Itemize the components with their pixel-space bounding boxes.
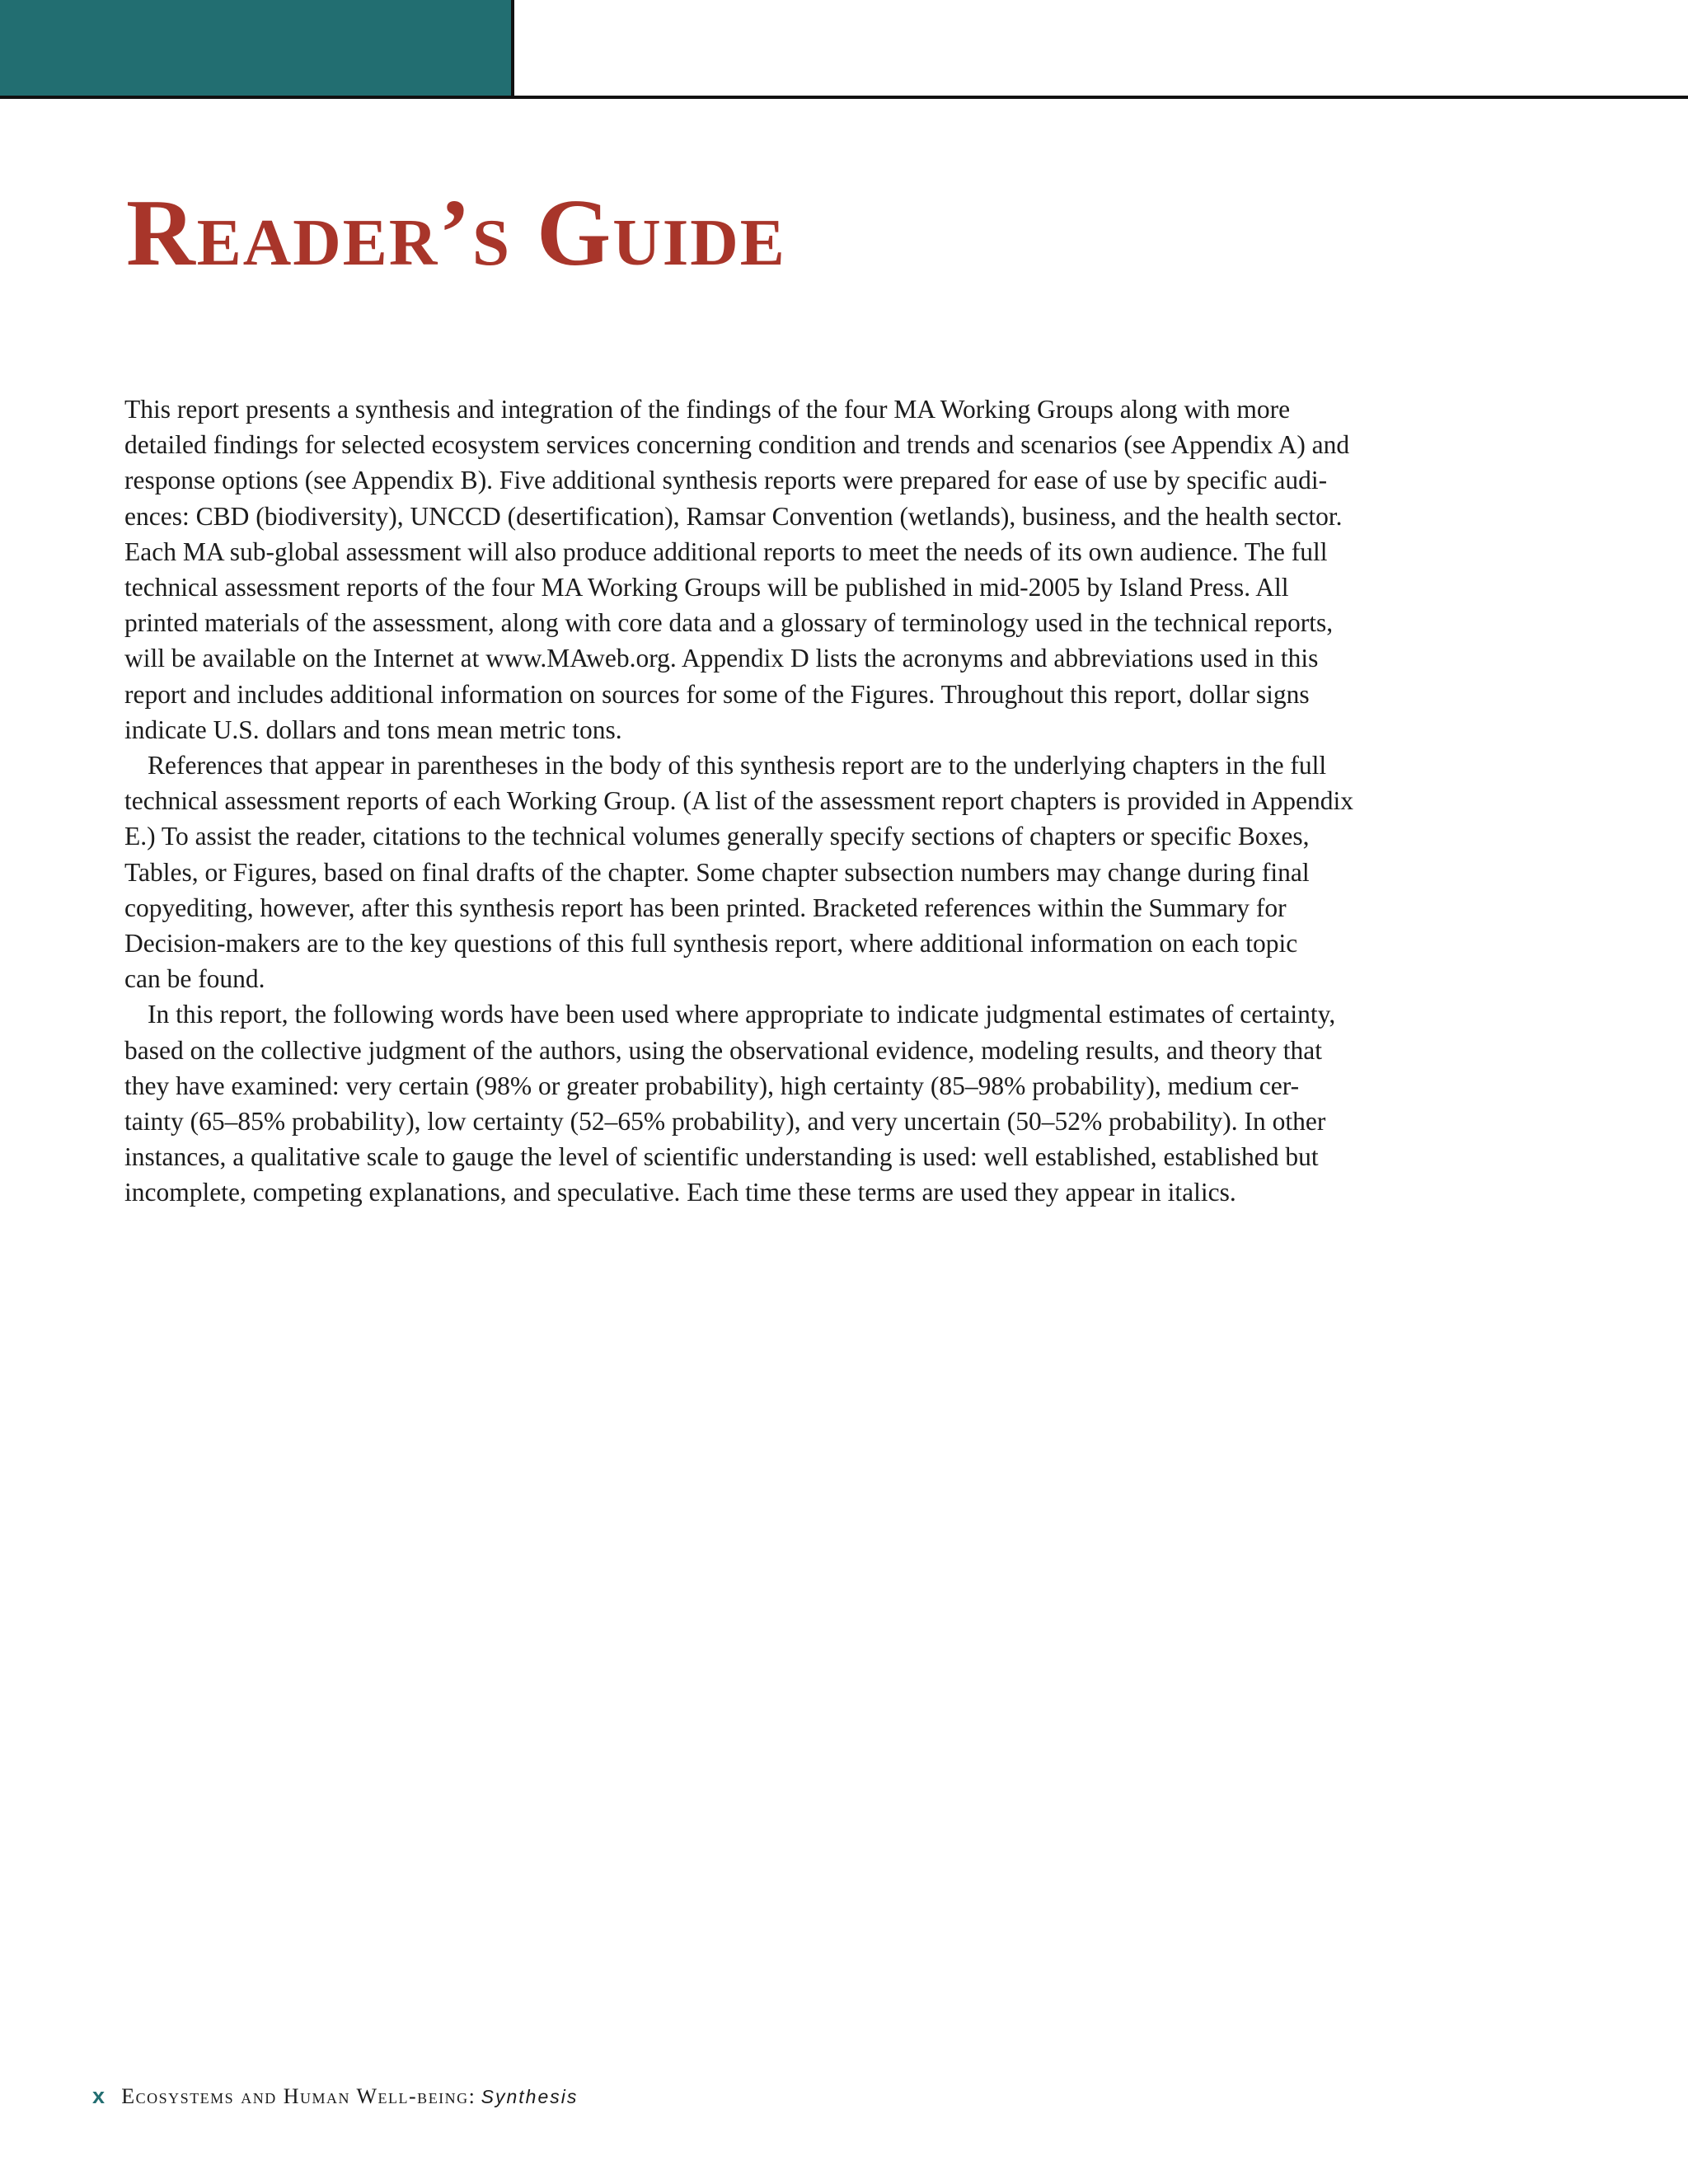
paragraph-line: technical assessment reports of each Working Group. (A list of the assessment report chapters is provided in Appendix — [124, 786, 1354, 816]
publication-title: Ecosystems and Human Well-being: — [121, 2084, 476, 2108]
paragraph-line: indicate U.S. dollars and tons mean metric tons. — [124, 715, 622, 744]
paragraph-line: Tables, or Figures, based on final drafts of the chapter. Some chapter subsection numbers may change during final — [124, 857, 1310, 887]
paragraph-line: they have examined: very certain (98% or greater probability), high certainty (85–98% probability), medium cer- — [124, 1071, 1300, 1100]
paragraph-line: response options (see Appendix B). Five additional synthesis reports were prepared for ease of use by specific audi- — [124, 466, 1328, 495]
paragraph-line: detailed findings for selected ecosystem services concerning condition and trends and scenarios (see Appendix A) and — [124, 430, 1350, 460]
paragraph-line: can be found. — [124, 964, 265, 994]
paragraph-line: ences: CBD (biodiversity), UNCCD (desertification), Ramsar Convention (wetlands), business, and the health sector. — [124, 501, 1343, 531]
page-title: Reader’s Guide — [126, 180, 786, 286]
paragraph-line: In this report, the following words have been used where appropriate to indicate judgmental estimates of certainty, — [148, 1000, 1336, 1029]
header-divider-tick — [511, 0, 514, 99]
paragraph-line: incomplete, competing explanations, and speculative. Each time these terms are used they appear in italics. — [124, 1178, 1236, 1207]
paragraph-line: E.) To assist the reader, citations to the technical volumes generally specify sections of chapters or specific Boxes, — [124, 822, 1310, 851]
header-rule — [0, 96, 1688, 99]
paragraph-line: will be available on the Internet at www.MAweb.org. Appendix D lists the acronyms and abbreviations used in this — [124, 644, 1319, 673]
paragraph-line: This report presents a synthesis and integration of the findings of the four MA Working Groups along with more — [124, 395, 1291, 424]
page-number: x — [92, 2083, 106, 2108]
paragraph-line: instances, a qualitative scale to gauge the level of scientific understanding is used: well established, established but — [124, 1142, 1319, 1172]
paragraph-line: technical assessment reports of the four MA Working Groups will be published in mid-2005 by Island Press. All — [124, 573, 1289, 602]
publication-subtitle: Synthesis — [481, 2086, 579, 2107]
page-footer — [92, 2082, 578, 2111]
paragraph-line: report and includes additional information on sources for some of the Figures. Throughout this report, dollar signs — [124, 679, 1310, 709]
header-color-band — [0, 0, 513, 96]
paragraph-line: Decision-makers are to the key questions of this full synthesis report, where additional information on each topic — [124, 929, 1298, 958]
paragraph-line: References that appear in parentheses in the body of this synthesis report are to the underlying chapters in the full — [148, 751, 1327, 780]
paragraph-line: based on the collective judgment of the authors, using the observational evidence, modeling results, and theory that — [124, 1035, 1322, 1065]
body-text — [124, 391, 1386, 1211]
paragraph-line: Each MA sub-global assessment will also produce additional reports to meet the needs of its own audience. The full — [124, 537, 1328, 566]
paragraph-line: tainty (65–85% probability), low certainty (52–65% probability), and very uncertain (50–52% probability). In other — [124, 1107, 1326, 1137]
paragraph-line: copyediting, however, after this synthesis report has been printed. Bracketed references within the Summary for — [124, 893, 1287, 922]
paragraph-line: printed materials of the assessment, along with core data and a glossary of terminology used in the technical reports, — [124, 608, 1334, 638]
